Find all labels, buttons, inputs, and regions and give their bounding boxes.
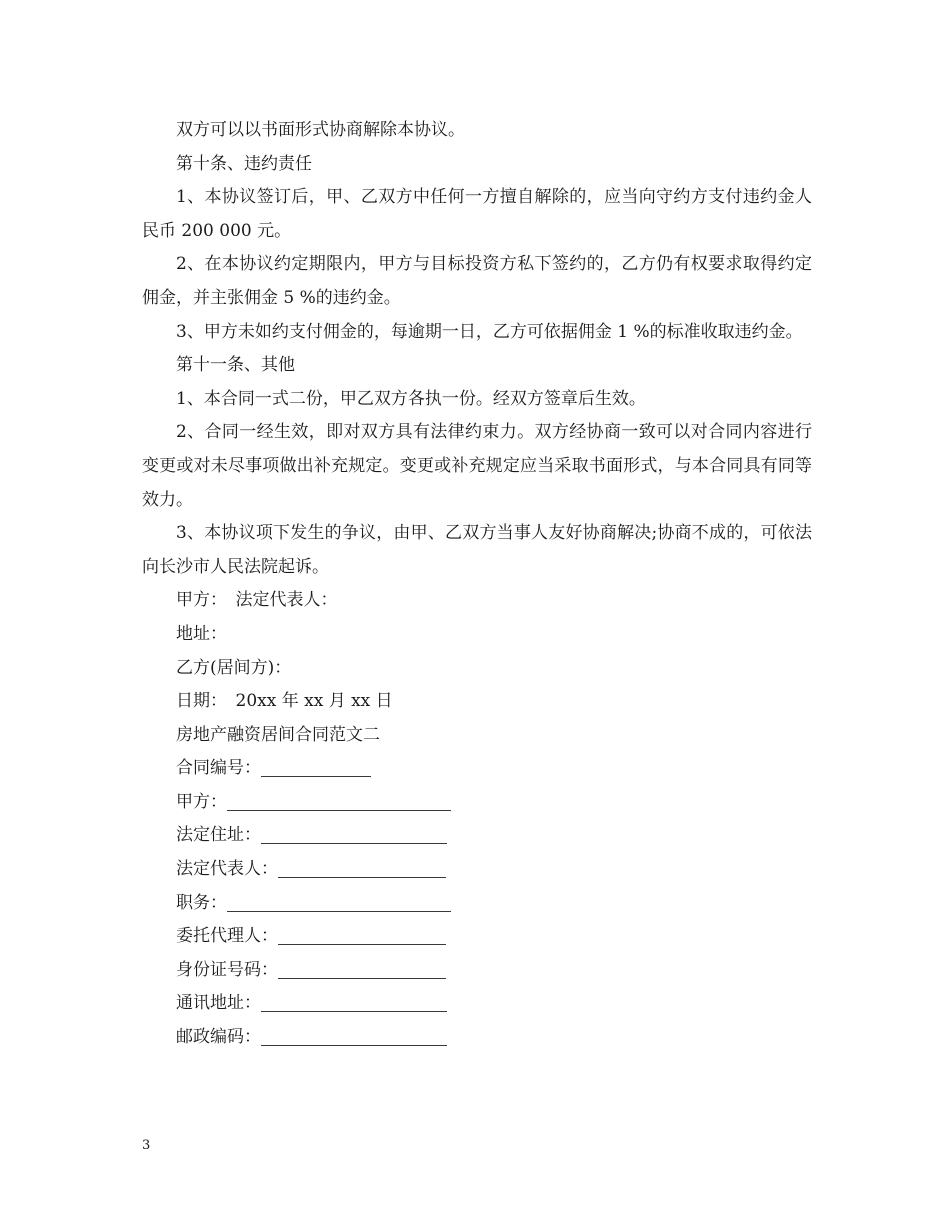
field-legal-representative bbox=[142, 853, 812, 887]
paragraph-article-11-clause-3: 3、本协议项下发生的争议，由甲、乙双方当事人友好协商解决;协商不成的，可依法向长沙市人民法院起诉。 bbox=[142, 523, 812, 577]
heading-article-11: 第十一条、其他 bbox=[176, 355, 295, 376]
field-label: 甲方： bbox=[176, 791, 227, 812]
blank-line[interactable] bbox=[261, 823, 447, 844]
field-party-a bbox=[142, 786, 812, 820]
field-position bbox=[142, 887, 812, 921]
blank-line[interactable] bbox=[227, 891, 451, 912]
paragraph-article-11-clause-1: 1、本合同一式二份，甲乙双方各执一份。经双方签章后生效。 bbox=[176, 388, 646, 409]
blank-line[interactable] bbox=[261, 756, 371, 777]
signature-party-b: 乙方(居间方)： bbox=[176, 657, 292, 678]
field-label: 合同编号： bbox=[176, 758, 261, 779]
field-legal-address bbox=[142, 819, 812, 853]
blank-line[interactable] bbox=[278, 924, 446, 945]
document-body bbox=[142, 114, 812, 1055]
page-number: 3 bbox=[142, 1138, 151, 1153]
field-authorized-agent bbox=[142, 920, 812, 954]
field-label: 委托代理人： bbox=[176, 926, 278, 947]
signature-address: 地址： bbox=[176, 623, 227, 644]
blank-line[interactable] bbox=[227, 790, 451, 811]
blank-line[interactable] bbox=[261, 991, 447, 1012]
section-title-template-two: 房地产融资居间合同范文二 bbox=[176, 724, 380, 745]
signature-date: 日期： 20xx 年 xx 月 xx 日 bbox=[176, 691, 393, 712]
field-contract-number bbox=[142, 752, 812, 786]
signature-party-a: 甲方： 法定代表人： bbox=[176, 590, 338, 611]
field-label: 法定代表人： bbox=[176, 859, 278, 880]
paragraph-article-10-clause-1: 1、本协议签订后，甲、乙双方中任何一方擅自解除的，应当向守约方支付违约金人民币 200 000 元。 bbox=[142, 187, 812, 241]
field-label: 邮政编码： bbox=[176, 1027, 261, 1048]
field-label: 职务： bbox=[176, 892, 227, 913]
field-label: 身份证号码： bbox=[176, 959, 278, 980]
blank-line[interactable] bbox=[278, 857, 446, 878]
blank-line[interactable] bbox=[278, 958, 446, 979]
field-label: 法定住址： bbox=[176, 825, 261, 846]
field-id-number bbox=[142, 954, 812, 988]
paragraph-article-11-clause-2: 2、合同一经生效，即对双方具有法律约束力。双方经协商一致可以对合同内容进行变更或对未尽事项做出补充规定。变更或补充规定应当采取书面形式，与本合同具有同等效力。 bbox=[142, 422, 812, 510]
paragraph-termination-by-agreement: 双方可以以书面形式协商解除本协议。 bbox=[176, 120, 465, 140]
field-mailing-address bbox=[142, 987, 812, 1021]
blank-line[interactable] bbox=[261, 1025, 447, 1046]
field-postal-code bbox=[142, 1021, 812, 1055]
heading-article-10: 第十条、违约责任 bbox=[176, 153, 312, 174]
paragraph-article-10-clause-3: 3、甲方未如约支付佣金的，每逾期一日，乙方可依据佣金 1 %的标准收取违约金。 bbox=[176, 321, 803, 342]
paragraph-article-10-clause-2: 2、在本协议约定期限内，甲方与目标投资方私下签约的，乙方仍有权要求取得约定佣金，并主张佣金 5 %的违约金。 bbox=[142, 254, 812, 308]
field-label: 通讯地址： bbox=[176, 993, 261, 1014]
